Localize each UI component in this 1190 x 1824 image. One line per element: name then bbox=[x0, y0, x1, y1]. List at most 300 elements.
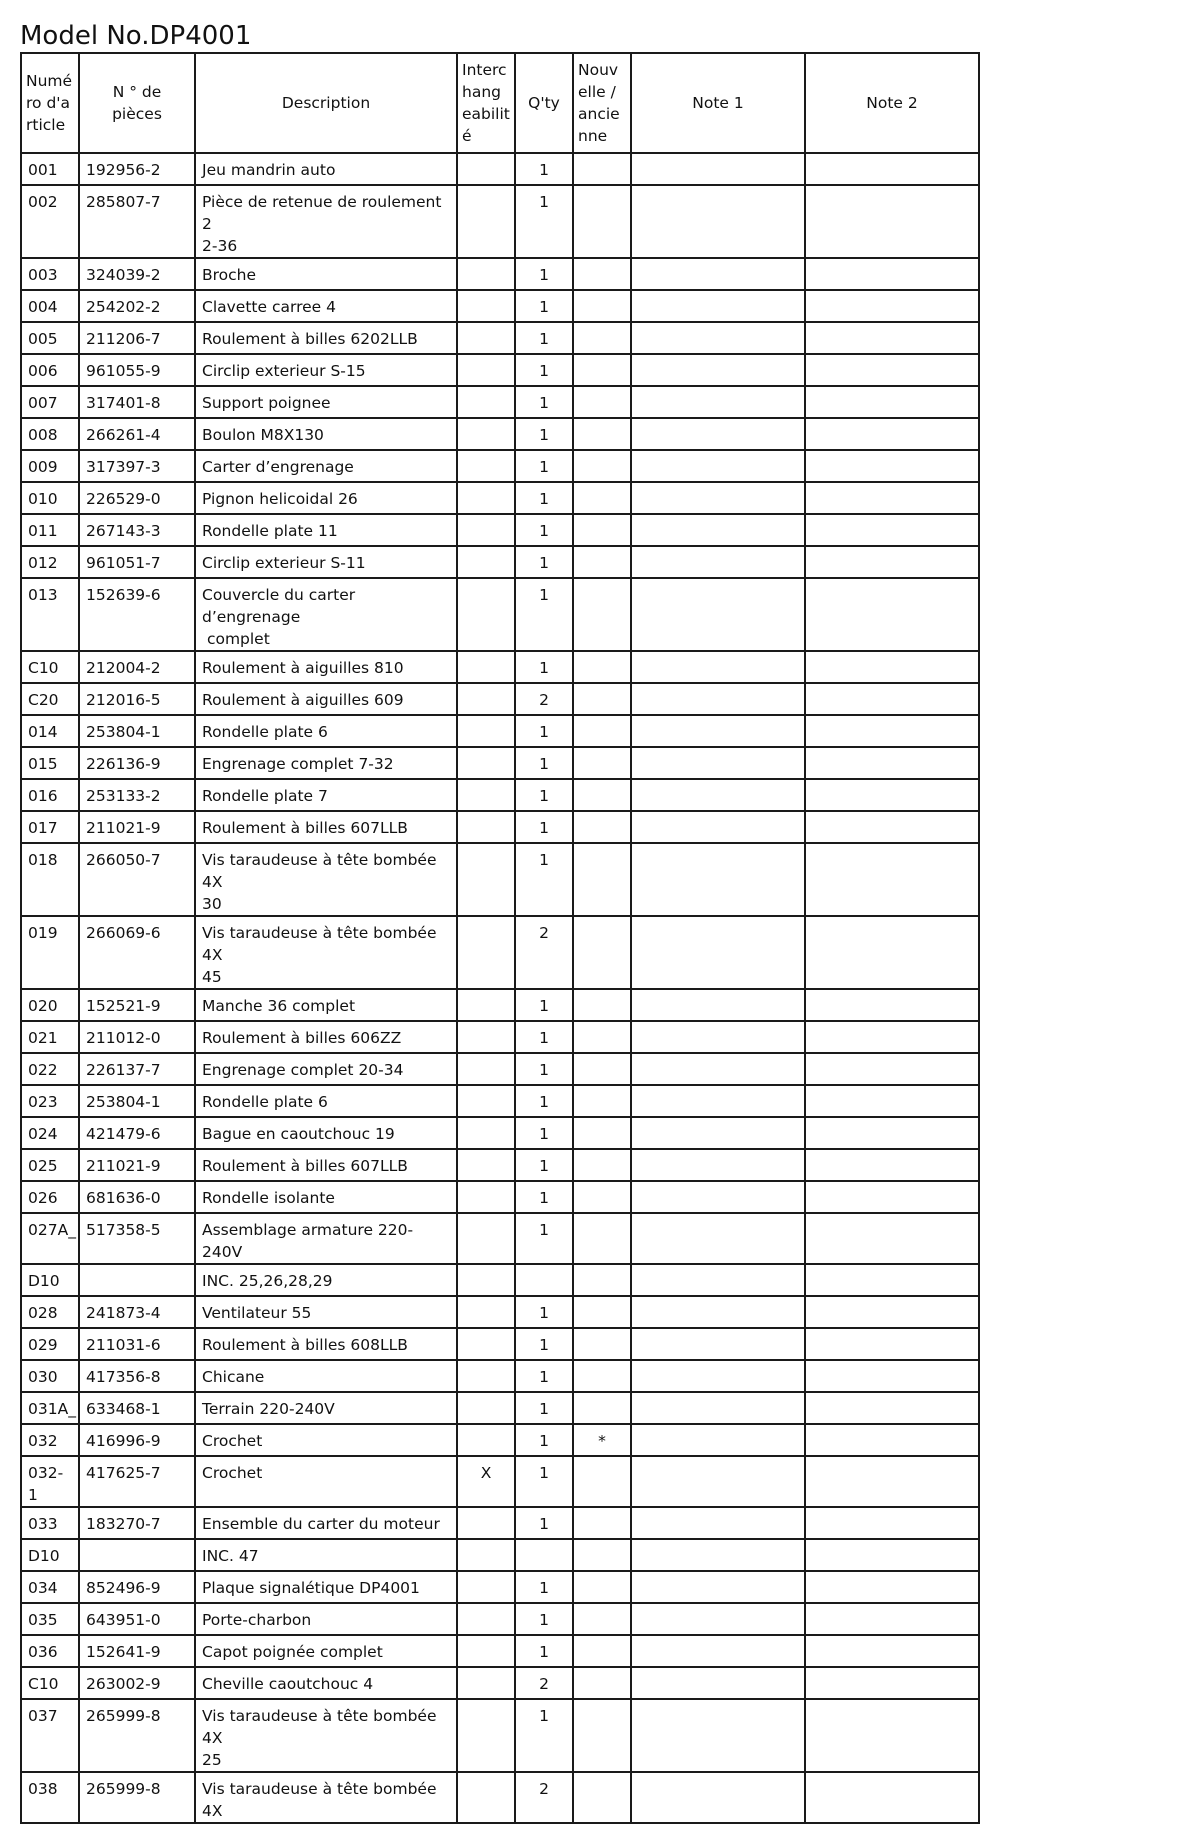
cell-interchangeability bbox=[457, 153, 515, 185]
cell-new-old bbox=[573, 1667, 631, 1699]
cell-description: Rondelle plate 6 bbox=[195, 715, 457, 747]
cell-note-2 bbox=[805, 1213, 979, 1264]
cell-note-1 bbox=[631, 482, 805, 514]
cell-new-old bbox=[573, 290, 631, 322]
cell-new-old bbox=[573, 1360, 631, 1392]
cell-note-2 bbox=[805, 1424, 979, 1456]
cell-note-1 bbox=[631, 1296, 805, 1328]
cell-description: Chicane bbox=[195, 1360, 457, 1392]
table-row bbox=[21, 185, 979, 258]
cell-description: Pièce de retenue de roulement 2 2-36 bbox=[195, 185, 457, 258]
cell-new-old bbox=[573, 1507, 631, 1539]
cell-note-2 bbox=[805, 1699, 979, 1772]
cell-new-old bbox=[573, 779, 631, 811]
cell-quantity: 1 bbox=[515, 1181, 573, 1213]
cell-note-1 bbox=[631, 1456, 805, 1507]
table-row bbox=[21, 153, 979, 185]
parts-table bbox=[20, 52, 980, 1824]
table-row bbox=[21, 843, 979, 916]
cell-article-number: 006 bbox=[21, 354, 79, 386]
cell-interchangeability bbox=[457, 1264, 515, 1296]
cell-note-2 bbox=[805, 1053, 979, 1085]
cell-new-old bbox=[573, 747, 631, 779]
cell-description: Rondelle isolante bbox=[195, 1181, 457, 1213]
cell-part-number: 253133-2 bbox=[79, 779, 195, 811]
cell-quantity: 2 bbox=[515, 683, 573, 715]
cell-description: Vis taraudeuse à tête bombée 4X 25 bbox=[195, 1699, 457, 1772]
cell-description: Roulement à billes 6202LLB bbox=[195, 322, 457, 354]
cell-quantity: 1 bbox=[515, 386, 573, 418]
cell-quantity: 1 bbox=[515, 1392, 573, 1424]
cell-interchangeability bbox=[457, 482, 515, 514]
cell-interchangeability bbox=[457, 354, 515, 386]
table-row bbox=[21, 811, 979, 843]
cell-note-1 bbox=[631, 683, 805, 715]
cell-part-number bbox=[79, 1539, 195, 1571]
cell-article-number: 007 bbox=[21, 386, 79, 418]
cell-note-2 bbox=[805, 1264, 979, 1296]
cell-description: Support poignee bbox=[195, 386, 457, 418]
cell-article-number: 034 bbox=[21, 1571, 79, 1603]
cell-interchangeability bbox=[457, 1699, 515, 1772]
table-row bbox=[21, 1667, 979, 1699]
cell-note-1 bbox=[631, 1667, 805, 1699]
cell-quantity: 1 bbox=[515, 779, 573, 811]
table-row bbox=[21, 578, 979, 651]
cell-interchangeability bbox=[457, 715, 515, 747]
cell-quantity: 1 bbox=[515, 1053, 573, 1085]
cell-note-2 bbox=[805, 747, 979, 779]
cell-article-number: C10 bbox=[21, 651, 79, 683]
cell-note-1 bbox=[631, 185, 805, 258]
cell-part-number: 211206-7 bbox=[79, 322, 195, 354]
cell-article-number: 029 bbox=[21, 1328, 79, 1360]
cell-quantity: 1 bbox=[515, 1021, 573, 1053]
cell-description: Clavette carree 4 bbox=[195, 290, 457, 322]
cell-note-2 bbox=[805, 1635, 979, 1667]
cell-note-2 bbox=[805, 989, 979, 1021]
cell-new-old bbox=[573, 185, 631, 258]
cell-part-number: 212016-5 bbox=[79, 683, 195, 715]
cell-description: Rondelle plate 6 bbox=[195, 1085, 457, 1117]
cell-article-number: 015 bbox=[21, 747, 79, 779]
cell-interchangeability bbox=[457, 185, 515, 258]
cell-interchangeability bbox=[457, 1772, 515, 1823]
cell-interchangeability bbox=[457, 1360, 515, 1392]
cell-part-number: 211012-0 bbox=[79, 1021, 195, 1053]
table-row bbox=[21, 1603, 979, 1635]
cell-part-number: 643951-0 bbox=[79, 1603, 195, 1635]
cell-part-number: 324039-2 bbox=[79, 258, 195, 290]
table-row bbox=[21, 1053, 979, 1085]
cell-interchangeability bbox=[457, 989, 515, 1021]
cell-new-old bbox=[573, 1213, 631, 1264]
cell-description: Broche bbox=[195, 258, 457, 290]
cell-interchangeability bbox=[457, 450, 515, 482]
cell-interchangeability bbox=[457, 386, 515, 418]
table-row bbox=[21, 1328, 979, 1360]
cell-note-2 bbox=[805, 811, 979, 843]
cell-note-2 bbox=[805, 1085, 979, 1117]
table-row bbox=[21, 1149, 979, 1181]
cell-new-old bbox=[573, 578, 631, 651]
cell-quantity: 1 bbox=[515, 354, 573, 386]
cell-article-number: 020 bbox=[21, 989, 79, 1021]
cell-quantity: 1 bbox=[515, 1117, 573, 1149]
cell-new-old bbox=[573, 1149, 631, 1181]
cell-new-old bbox=[573, 1699, 631, 1772]
header-interchangeability: Interc hang eabilit é bbox=[457, 53, 515, 153]
cell-quantity: 1 bbox=[515, 1085, 573, 1117]
cell-quantity: 1 bbox=[515, 1149, 573, 1181]
cell-interchangeability bbox=[457, 514, 515, 546]
cell-part-number: 152521-9 bbox=[79, 989, 195, 1021]
cell-article-number: 008 bbox=[21, 418, 79, 450]
header-part-number: N ° de pièces bbox=[79, 53, 195, 153]
cell-quantity: 1 bbox=[515, 1507, 573, 1539]
cell-interchangeability bbox=[457, 1603, 515, 1635]
cell-note-2 bbox=[805, 1571, 979, 1603]
cell-note-2 bbox=[805, 683, 979, 715]
cell-article-number: D10 bbox=[21, 1539, 79, 1571]
cell-part-number: 417356-8 bbox=[79, 1360, 195, 1392]
cell-interchangeability bbox=[457, 779, 515, 811]
cell-part-number: 961051-7 bbox=[79, 546, 195, 578]
cell-note-2 bbox=[805, 916, 979, 989]
cell-description: Circlip exterieur S-15 bbox=[195, 354, 457, 386]
cell-part-number: 211031-6 bbox=[79, 1328, 195, 1360]
cell-note-2 bbox=[805, 651, 979, 683]
cell-article-number: 004 bbox=[21, 290, 79, 322]
cell-new-old bbox=[573, 916, 631, 989]
cell-part-number: 226137-7 bbox=[79, 1053, 195, 1085]
cell-interchangeability bbox=[457, 747, 515, 779]
cell-article-number: 003 bbox=[21, 258, 79, 290]
cell-article-number: 018 bbox=[21, 843, 79, 916]
table-row bbox=[21, 1021, 979, 1053]
cell-part-number: 267143-3 bbox=[79, 514, 195, 546]
cell-new-old bbox=[573, 1264, 631, 1296]
cell-new-old bbox=[573, 1392, 631, 1424]
cell-article-number: 038 bbox=[21, 1772, 79, 1823]
cell-note-2 bbox=[805, 1603, 979, 1635]
cell-note-1 bbox=[631, 386, 805, 418]
cell-quantity: 1 bbox=[515, 715, 573, 747]
cell-article-number: 030 bbox=[21, 1360, 79, 1392]
cell-quantity: 1 bbox=[515, 651, 573, 683]
cell-part-number: 852496-9 bbox=[79, 1571, 195, 1603]
cell-note-2 bbox=[805, 258, 979, 290]
cell-new-old bbox=[573, 715, 631, 747]
cell-note-2 bbox=[805, 1667, 979, 1699]
cell-note-2 bbox=[805, 354, 979, 386]
cell-note-2 bbox=[805, 1021, 979, 1053]
cell-interchangeability bbox=[457, 1635, 515, 1667]
cell-description: Vis taraudeuse à tête bombée 4X bbox=[195, 1772, 457, 1823]
cell-quantity: 1 bbox=[515, 747, 573, 779]
cell-quantity: 1 bbox=[515, 1360, 573, 1392]
cell-part-number: 961055-9 bbox=[79, 354, 195, 386]
cell-new-old bbox=[573, 450, 631, 482]
cell-note-1 bbox=[631, 1360, 805, 1392]
cell-description: Couvercle du carter d’engrenage complet bbox=[195, 578, 457, 651]
header-article-number: Numé ro d'a rticle bbox=[21, 53, 79, 153]
cell-new-old bbox=[573, 1603, 631, 1635]
cell-interchangeability bbox=[457, 1328, 515, 1360]
table-row bbox=[21, 1392, 979, 1424]
cell-interchangeability bbox=[457, 1424, 515, 1456]
cell-part-number bbox=[79, 1264, 195, 1296]
cell-quantity: 1 bbox=[515, 418, 573, 450]
cell-description: INC. 47 bbox=[195, 1539, 457, 1571]
cell-note-2 bbox=[805, 482, 979, 514]
cell-quantity: 1 bbox=[515, 1635, 573, 1667]
cell-new-old bbox=[573, 843, 631, 916]
cell-note-2 bbox=[805, 450, 979, 482]
cell-new-old bbox=[573, 1181, 631, 1213]
cell-note-2 bbox=[805, 1181, 979, 1213]
cell-part-number: 253804-1 bbox=[79, 1085, 195, 1117]
cell-description: Porte-charbon bbox=[195, 1603, 457, 1635]
cell-note-1 bbox=[631, 1021, 805, 1053]
cell-note-2 bbox=[805, 1456, 979, 1507]
cell-new-old bbox=[573, 1021, 631, 1053]
cell-part-number: 317401-8 bbox=[79, 386, 195, 418]
cell-new-old bbox=[573, 322, 631, 354]
cell-article-number: 017 bbox=[21, 811, 79, 843]
table-row bbox=[21, 290, 979, 322]
cell-quantity: 1 bbox=[515, 1699, 573, 1772]
cell-article-number: 035 bbox=[21, 1603, 79, 1635]
cell-interchangeability bbox=[457, 1213, 515, 1264]
cell-interchangeability bbox=[457, 322, 515, 354]
cell-article-number: C20 bbox=[21, 683, 79, 715]
cell-quantity: 2 bbox=[515, 916, 573, 989]
cell-new-old bbox=[573, 651, 631, 683]
cell-article-number: 032 bbox=[21, 1424, 79, 1456]
cell-description: Crochet bbox=[195, 1456, 457, 1507]
cell-quantity: 1 bbox=[515, 185, 573, 258]
cell-article-number: 002 bbox=[21, 185, 79, 258]
cell-description: Roulement à aiguilles 609 bbox=[195, 683, 457, 715]
cell-interchangeability bbox=[457, 1539, 515, 1571]
cell-interchangeability: X bbox=[457, 1456, 515, 1507]
cell-part-number: 183270-7 bbox=[79, 1507, 195, 1539]
cell-new-old bbox=[573, 1635, 631, 1667]
cell-note-1 bbox=[631, 1392, 805, 1424]
cell-note-2 bbox=[805, 1772, 979, 1823]
cell-article-number: 031A_ bbox=[21, 1392, 79, 1424]
cell-interchangeability bbox=[457, 258, 515, 290]
cell-quantity: 1 bbox=[515, 546, 573, 578]
table-row bbox=[21, 418, 979, 450]
cell-note-2 bbox=[805, 715, 979, 747]
cell-note-2 bbox=[805, 290, 979, 322]
cell-note-1 bbox=[631, 1117, 805, 1149]
table-row bbox=[21, 1360, 979, 1392]
cell-article-number: 010 bbox=[21, 482, 79, 514]
cell-description: Roulement à billes 607LLB bbox=[195, 1149, 457, 1181]
cell-new-old bbox=[573, 258, 631, 290]
cell-part-number: 265999-8 bbox=[79, 1699, 195, 1772]
cell-note-2 bbox=[805, 153, 979, 185]
cell-note-2 bbox=[805, 1117, 979, 1149]
cell-article-number: 013 bbox=[21, 578, 79, 651]
cell-note-1 bbox=[631, 290, 805, 322]
header-description: Description bbox=[195, 53, 457, 153]
cell-note-2 bbox=[805, 1392, 979, 1424]
table-row bbox=[21, 1539, 979, 1571]
cell-note-2 bbox=[805, 322, 979, 354]
table-row bbox=[21, 715, 979, 747]
cell-note-1 bbox=[631, 1181, 805, 1213]
table-row bbox=[21, 1264, 979, 1296]
cell-note-2 bbox=[805, 546, 979, 578]
cell-new-old bbox=[573, 1085, 631, 1117]
cell-description: Ventilateur 55 bbox=[195, 1296, 457, 1328]
cell-description: Rondelle plate 7 bbox=[195, 779, 457, 811]
cell-note-1 bbox=[631, 715, 805, 747]
cell-part-number: 517358-5 bbox=[79, 1213, 195, 1264]
table-row bbox=[21, 1456, 979, 1507]
cell-description: Capot poignée complet bbox=[195, 1635, 457, 1667]
cell-note-1 bbox=[631, 153, 805, 185]
cell-quantity: 1 bbox=[515, 1296, 573, 1328]
cell-note-1 bbox=[631, 354, 805, 386]
cell-interchangeability bbox=[457, 1181, 515, 1213]
cell-quantity: 1 bbox=[515, 290, 573, 322]
cell-part-number: 266069-6 bbox=[79, 916, 195, 989]
cell-note-1 bbox=[631, 1085, 805, 1117]
cell-quantity: 1 bbox=[515, 514, 573, 546]
header-row bbox=[21, 53, 979, 153]
cell-interchangeability bbox=[457, 916, 515, 989]
cell-part-number: 211021-9 bbox=[79, 1149, 195, 1181]
cell-note-1 bbox=[631, 514, 805, 546]
cell-part-number: 241873-4 bbox=[79, 1296, 195, 1328]
cell-article-number: 027A_ bbox=[21, 1213, 79, 1264]
cell-note-1 bbox=[631, 322, 805, 354]
cell-note-2 bbox=[805, 1360, 979, 1392]
table-row bbox=[21, 258, 979, 290]
cell-new-old bbox=[573, 683, 631, 715]
cell-note-2 bbox=[805, 1296, 979, 1328]
cell-part-number: 266050-7 bbox=[79, 843, 195, 916]
cell-article-number: 028 bbox=[21, 1296, 79, 1328]
cell-note-1 bbox=[631, 1507, 805, 1539]
cell-interchangeability bbox=[457, 290, 515, 322]
cell-article-number: 001 bbox=[21, 153, 79, 185]
cell-new-old bbox=[573, 1539, 631, 1571]
cell-article-number: 016 bbox=[21, 779, 79, 811]
cell-note-1 bbox=[631, 779, 805, 811]
cell-new-old bbox=[573, 1328, 631, 1360]
cell-interchangeability bbox=[457, 1053, 515, 1085]
cell-article-number: 026 bbox=[21, 1181, 79, 1213]
cell-note-1 bbox=[631, 1772, 805, 1823]
cell-note-1 bbox=[631, 450, 805, 482]
cell-part-number: 212004-2 bbox=[79, 651, 195, 683]
cell-interchangeability bbox=[457, 578, 515, 651]
table-row bbox=[21, 482, 979, 514]
cell-note-1 bbox=[631, 418, 805, 450]
cell-interchangeability bbox=[457, 1085, 515, 1117]
cell-note-1 bbox=[631, 811, 805, 843]
cell-article-number: 032-1 bbox=[21, 1456, 79, 1507]
cell-part-number: 421479-6 bbox=[79, 1117, 195, 1149]
cell-quantity: 1 bbox=[515, 843, 573, 916]
cell-description: Carter d’engrenage bbox=[195, 450, 457, 482]
cell-quantity: 1 bbox=[515, 1424, 573, 1456]
cell-description: Terrain 220-240V bbox=[195, 1392, 457, 1424]
table-row bbox=[21, 1181, 979, 1213]
table-row bbox=[21, 546, 979, 578]
cell-new-old bbox=[573, 1117, 631, 1149]
cell-quantity: 1 bbox=[515, 322, 573, 354]
cell-note-1 bbox=[631, 1328, 805, 1360]
table-row bbox=[21, 1571, 979, 1603]
cell-note-1 bbox=[631, 989, 805, 1021]
cell-new-old bbox=[573, 1296, 631, 1328]
cell-new-old bbox=[573, 514, 631, 546]
cell-article-number: 014 bbox=[21, 715, 79, 747]
cell-interchangeability bbox=[457, 1392, 515, 1424]
table-row bbox=[21, 514, 979, 546]
cell-quantity: 1 bbox=[515, 153, 573, 185]
cell-interchangeability bbox=[457, 546, 515, 578]
table-row bbox=[21, 1772, 979, 1823]
cell-interchangeability bbox=[457, 1296, 515, 1328]
cell-interchangeability bbox=[457, 1117, 515, 1149]
cell-part-number: 265999-8 bbox=[79, 1772, 195, 1823]
cell-part-number: 226136-9 bbox=[79, 747, 195, 779]
cell-quantity: 1 bbox=[515, 1328, 573, 1360]
cell-interchangeability bbox=[457, 418, 515, 450]
cell-article-number: 009 bbox=[21, 450, 79, 482]
table-row bbox=[21, 354, 979, 386]
cell-note-1 bbox=[631, 1571, 805, 1603]
cell-article-number: 021 bbox=[21, 1021, 79, 1053]
cell-description: Boulon M8X130 bbox=[195, 418, 457, 450]
cell-new-old bbox=[573, 1456, 631, 1507]
page-title: Model No.DP4001 bbox=[20, 21, 252, 51]
cell-description: Pignon helicoidal 26 bbox=[195, 482, 457, 514]
cell-note-1 bbox=[631, 916, 805, 989]
cell-article-number: 036 bbox=[21, 1635, 79, 1667]
cell-note-1 bbox=[631, 1264, 805, 1296]
cell-new-old bbox=[573, 153, 631, 185]
cell-description: Crochet bbox=[195, 1424, 457, 1456]
cell-description: Jeu mandrin auto bbox=[195, 153, 457, 185]
cell-new-old: * bbox=[573, 1424, 631, 1456]
cell-quantity: 1 bbox=[515, 1456, 573, 1507]
cell-description: Cheville caoutchouc 4 bbox=[195, 1667, 457, 1699]
table-row bbox=[21, 683, 979, 715]
cell-quantity: 2 bbox=[515, 1772, 573, 1823]
cell-note-2 bbox=[805, 1539, 979, 1571]
cell-interchangeability bbox=[457, 1507, 515, 1539]
table-row bbox=[21, 1699, 979, 1772]
cell-note-1 bbox=[631, 1699, 805, 1772]
table-row bbox=[21, 989, 979, 1021]
cell-interchangeability bbox=[457, 1667, 515, 1699]
cell-description: Ensemble du carter du moteur bbox=[195, 1507, 457, 1539]
cell-interchangeability bbox=[457, 1021, 515, 1053]
cell-description: Roulement à aiguilles 810 bbox=[195, 651, 457, 683]
cell-quantity: 1 bbox=[515, 989, 573, 1021]
cell-quantity: 1 bbox=[515, 450, 573, 482]
cell-description: Vis taraudeuse à tête bombée 4X 45 bbox=[195, 916, 457, 989]
